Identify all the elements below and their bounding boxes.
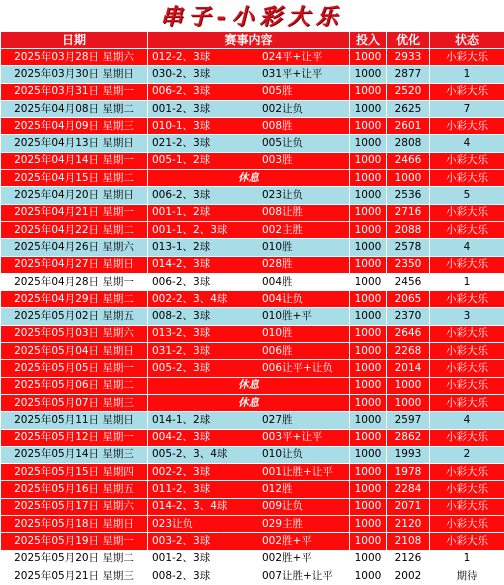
row-match-first: 006-2、3球 (152, 84, 262, 99)
row-date: 2025年04月29日 星期二 (1, 291, 148, 308)
table-row (1, 481, 504, 498)
row-stake: 1000 (350, 100, 387, 117)
row-status: 小彩大乐 (430, 481, 504, 498)
row-match-first: 008-2、3球 (152, 569, 262, 584)
row-match (148, 325, 350, 342)
row-odds: 2014 (387, 360, 430, 377)
row-match-first: 014-2、3球 (152, 257, 262, 272)
row-match-first: 001-2、3球 (152, 102, 262, 117)
row-match-first: 003-2、3球 (152, 534, 262, 549)
row-match-second: 003胜 (262, 154, 293, 166)
row-match-second: 010胜 (262, 327, 293, 339)
row-match-first: 030-2、3球 (152, 67, 262, 82)
row-date: 2025年04月15日 星期二 (1, 170, 148, 187)
header-stake: 投入 (350, 32, 387, 49)
table-body (1, 49, 504, 585)
row-stake: 1000 (350, 429, 387, 446)
row-status: 小彩大乐 (430, 429, 504, 446)
table-row (1, 256, 504, 273)
row-match-rest: 休息 (148, 170, 350, 187)
row-stake: 1000 (350, 464, 387, 481)
table-header-row (1, 32, 504, 49)
table-row (1, 239, 504, 256)
row-stake: 1000 (350, 221, 387, 238)
row-status: 小彩大乐 (430, 498, 504, 515)
table-row (1, 343, 504, 360)
row-match (148, 49, 350, 66)
row-date: 2025年04月09日 星期三 (1, 118, 148, 135)
row-match-first: 006-2、3球 (152, 275, 262, 290)
table-row (1, 429, 504, 446)
row-stake: 1000 (350, 481, 387, 498)
table-row (1, 221, 504, 238)
row-stake: 1000 (350, 273, 387, 290)
row-stake: 1000 (350, 291, 387, 308)
row-odds: 2597 (387, 412, 430, 429)
row-stake: 1000 (350, 446, 387, 463)
table-row (1, 170, 504, 187)
row-match-second: 009让负 (262, 500, 303, 512)
row-date: 2025年03月30日 星期日 (1, 66, 148, 83)
row-match-first: 021-2、3球 (152, 136, 262, 151)
row-odds: 2536 (387, 187, 430, 204)
row-match (148, 187, 350, 204)
row-date: 2025年04月14日 星期一 (1, 152, 148, 169)
row-match-first: 005-1、2球 (152, 153, 262, 168)
row-status: 小彩大乐 (430, 49, 504, 66)
row-odds: 2088 (387, 221, 430, 238)
table-row (1, 360, 504, 377)
row-match-second: 027胜 (262, 414, 293, 426)
row-match-second: 001让胜+让平 (262, 466, 333, 478)
row-match-first: 010-1、3球 (152, 119, 262, 134)
row-odds: 1000 (387, 377, 430, 394)
row-match (148, 256, 350, 273)
row-match (148, 273, 350, 290)
row-stake: 1000 (350, 343, 387, 360)
row-match-rest: 休息 (148, 394, 350, 411)
row-stake: 1000 (350, 170, 387, 187)
row-stake: 1000 (350, 239, 387, 256)
row-status: 小彩大乐 (430, 343, 504, 360)
header-status: 状态 (430, 32, 504, 49)
row-match (148, 239, 350, 256)
row-date: 2025年05月06日 星期二 (1, 377, 148, 394)
row-match (148, 135, 350, 152)
row-status: 小彩大乐 (430, 360, 504, 377)
row-date: 2025年05月05日 星期一 (1, 360, 148, 377)
row-match (148, 291, 350, 308)
row-odds: 2350 (387, 256, 430, 273)
row-match (148, 516, 350, 533)
row-status: 小彩大乐 (430, 394, 504, 411)
row-odds: 2456 (387, 273, 430, 290)
table-row (1, 66, 504, 83)
row-odds: 2126 (387, 550, 430, 567)
row-match-second: 023让负 (262, 189, 303, 201)
table-row (1, 135, 504, 152)
table-row (1, 204, 504, 221)
row-status: 1 (430, 273, 504, 290)
row-match (148, 204, 350, 221)
row-date: 2025年03月31日 星期一 (1, 83, 148, 100)
header-odds: 优化 (387, 32, 430, 49)
table-row (1, 273, 504, 290)
row-match-second: 004胜 (262, 276, 293, 288)
row-match (148, 481, 350, 498)
row-status: 7 (430, 100, 504, 117)
row-match (148, 429, 350, 446)
row-status: 3 (430, 308, 504, 325)
row-match-first: 001-2、3球 (152, 551, 262, 566)
row-match-second: 006胜 (262, 345, 293, 357)
row-match (148, 446, 350, 463)
table-row (1, 533, 504, 550)
row-match (148, 567, 350, 584)
table-row (1, 446, 504, 463)
row-match (148, 100, 350, 117)
row-date: 2025年04月26日 星期六 (1, 239, 148, 256)
header-date: 日期 (1, 32, 148, 49)
row-date: 2025年05月17日 星期六 (1, 498, 148, 515)
row-odds: 1000 (387, 394, 430, 411)
row-status: 小彩大乐 (430, 256, 504, 273)
row-status: 小彩大乐 (430, 170, 504, 187)
table-row (1, 291, 504, 308)
row-status: 1 (430, 66, 504, 83)
row-status: 2 (430, 446, 504, 463)
row-odds: 2002 (387, 567, 430, 584)
row-match-second: 029主胜 (262, 518, 303, 530)
row-match (148, 360, 350, 377)
row-status: 5 (430, 187, 504, 204)
row-stake: 1000 (350, 360, 387, 377)
row-date: 2025年04月28日 星期一 (1, 273, 148, 290)
row-date: 2025年05月03日 星期六 (1, 325, 148, 342)
row-odds: 2862 (387, 429, 430, 446)
row-date: 2025年05月19日 星期一 (1, 533, 148, 550)
row-match-first: 014-1、2球 (152, 413, 262, 428)
row-date: 2025年04月21日 星期一 (1, 204, 148, 221)
row-date: 2025年05月14日 星期三 (1, 446, 148, 463)
row-match-second: 002让负 (262, 103, 303, 115)
row-status: 小彩大乐 (430, 152, 504, 169)
row-match (148, 118, 350, 135)
row-status: 1 (430, 550, 504, 567)
row-status: 4 (430, 412, 504, 429)
row-match (148, 308, 350, 325)
row-status: 小彩大乐 (430, 291, 504, 308)
row-match-first: 005-2、3球 (152, 361, 262, 376)
row-date: 2025年05月20日 星期二 (1, 550, 148, 567)
row-status: 小彩大乐 (430, 516, 504, 533)
row-stake: 1000 (350, 308, 387, 325)
row-stake: 1000 (350, 516, 387, 533)
table-row (1, 83, 504, 100)
table-row (1, 412, 504, 429)
row-match-second: 008让胜 (262, 206, 303, 218)
row-stake: 1000 (350, 533, 387, 550)
row-stake: 1000 (350, 187, 387, 204)
row-stake: 1000 (350, 412, 387, 429)
row-match (148, 550, 350, 567)
row-match-second: 031平+让平 (262, 68, 322, 80)
row-match-second: 002主胜 (262, 224, 303, 236)
row-stake: 1000 (350, 550, 387, 567)
table-row (1, 516, 504, 533)
row-match-first: 002-2、3球 (152, 465, 262, 480)
row-odds: 2466 (387, 152, 430, 169)
row-match-first: 004-2、3球 (152, 430, 262, 445)
row-odds: 1978 (387, 464, 430, 481)
table-row (1, 308, 504, 325)
row-match-first: 008-2、3球 (152, 309, 262, 324)
row-stake: 1000 (350, 135, 387, 152)
row-odds: 2065 (387, 291, 430, 308)
row-date: 2025年05月18日 星期日 (1, 516, 148, 533)
row-date: 2025年05月07日 星期三 (1, 394, 148, 411)
row-match-second: 008胜 (262, 120, 293, 132)
row-match-first: 031-2、3球 (152, 344, 262, 359)
row-odds: 2120 (387, 516, 430, 533)
row-date: 2025年05月15日 星期四 (1, 464, 148, 481)
row-stake: 1000 (350, 498, 387, 515)
row-status: 4 (430, 239, 504, 256)
page-title-bar (0, 0, 504, 31)
row-stake: 1000 (350, 152, 387, 169)
row-date: 2025年05月02日 星期五 (1, 308, 148, 325)
row-match-first: 002-2、3、4球 (152, 292, 262, 307)
row-status: 小彩大乐 (430, 377, 504, 394)
table-row (1, 325, 504, 342)
row-odds: 2071 (387, 498, 430, 515)
row-match-first: 001-1、2球 (152, 205, 262, 220)
row-odds: 2108 (387, 533, 430, 550)
row-match-second: 010让负 (262, 448, 303, 460)
row-date: 2025年04月08日 星期二 (1, 100, 148, 117)
page-title: 串子-小彩大乐 (160, 0, 343, 31)
row-stake: 1000 (350, 49, 387, 66)
row-stake: 1000 (350, 118, 387, 135)
row-match (148, 152, 350, 169)
row-match-first: 005-2、3、4球 (152, 447, 262, 462)
row-match-second: 007让胜+让平 (262, 570, 333, 582)
row-match-first: 014-2、3、4球 (152, 499, 262, 514)
row-status: 4 (430, 135, 504, 152)
row-date: 2025年04月22日 星期二 (1, 221, 148, 238)
row-odds: 2268 (387, 343, 430, 360)
row-status: 小彩大乐 (430, 83, 504, 100)
row-match-first: 001-1、2、3球 (152, 223, 262, 238)
row-date: 2025年03月28日 星期六 (1, 49, 148, 66)
row-stake: 1000 (350, 204, 387, 221)
table-row (1, 152, 504, 169)
row-match-first: 012-2、3球 (152, 50, 262, 65)
table-row (1, 49, 504, 66)
table-row (1, 498, 504, 515)
table-row (1, 377, 504, 394)
row-odds: 2933 (387, 49, 430, 66)
row-match-second: 005让负 (262, 137, 303, 149)
row-odds: 2808 (387, 135, 430, 152)
row-odds: 2601 (387, 118, 430, 135)
row-match-first: 023让负 (152, 517, 262, 532)
table-row (1, 464, 504, 481)
row-stake: 1000 (350, 66, 387, 83)
row-match-second: 028胜 (262, 258, 293, 270)
row-date: 2025年05月16日 星期五 (1, 481, 148, 498)
table-row (1, 118, 504, 135)
row-stake: 1000 (350, 567, 387, 584)
results-table (0, 31, 504, 585)
row-odds: 2370 (387, 308, 430, 325)
row-date: 2025年04月27日 星期日 (1, 256, 148, 273)
row-odds: 2646 (387, 325, 430, 342)
row-match-first: 011-2、3球 (152, 482, 262, 497)
table-row (1, 567, 504, 584)
row-match-second: 002胜+平 (262, 552, 312, 564)
row-date: 2025年04月13日 星期日 (1, 135, 148, 152)
row-match-first: 013-2、3球 (152, 326, 262, 341)
row-status: 小彩大乐 (430, 464, 504, 481)
table-row (1, 187, 504, 204)
row-match (148, 66, 350, 83)
row-odds: 1993 (387, 446, 430, 463)
row-stake: 1000 (350, 325, 387, 342)
row-match (148, 83, 350, 100)
row-date: 2025年05月11日 星期日 (1, 412, 148, 429)
row-status: 小彩大乐 (430, 325, 504, 342)
row-odds: 2877 (387, 66, 430, 83)
row-match-second: 004让负 (262, 293, 303, 305)
row-date: 2025年05月04日 星期日 (1, 343, 148, 360)
row-date: 2025年04月20日 星期日 (1, 187, 148, 204)
row-match (148, 412, 350, 429)
row-odds: 2520 (387, 83, 430, 100)
row-status: 小彩大乐 (430, 204, 504, 221)
row-status: 小彩大乐 (430, 533, 504, 550)
header-match: 赛事内容 (148, 32, 350, 49)
row-match-first: 013-1、2球 (152, 240, 262, 255)
row-status: 小彩大乐 (430, 118, 504, 135)
row-match-second: 003平+让平 (262, 431, 322, 443)
table-row (1, 394, 504, 411)
row-match (148, 221, 350, 238)
row-match-first: 006-2、3球 (152, 188, 262, 203)
row-match-second: 024平+让平 (262, 51, 322, 63)
row-stake: 1000 (350, 83, 387, 100)
row-odds: 2625 (387, 100, 430, 117)
row-stake: 1000 (350, 256, 387, 273)
row-stake: 1000 (350, 377, 387, 394)
row-match (148, 343, 350, 360)
row-date: 2025年05月12日 星期一 (1, 429, 148, 446)
row-date: 2025年05月21日 星期三 (1, 567, 148, 584)
row-status: 小彩大乐 (430, 221, 504, 238)
row-odds: 2716 (387, 204, 430, 221)
row-match-second: 012胜 (262, 483, 293, 495)
row-match (148, 533, 350, 550)
row-match-second: 010胜 (262, 241, 293, 253)
row-odds: 1000 (387, 170, 430, 187)
row-match (148, 498, 350, 515)
row-odds: 2578 (387, 239, 430, 256)
row-match-second: 005胜 (262, 85, 293, 97)
row-match-second: 010胜+平 (262, 310, 312, 322)
row-stake: 1000 (350, 394, 387, 411)
table-row (1, 100, 504, 117)
row-status: 期待 (430, 567, 504, 584)
table-row (1, 550, 504, 567)
row-match-second: 006让平+让负 (262, 362, 333, 374)
row-odds: 2284 (387, 481, 430, 498)
row-match (148, 464, 350, 481)
row-match-second: 002胜+平 (262, 535, 312, 547)
row-match-rest: 休息 (148, 377, 350, 394)
